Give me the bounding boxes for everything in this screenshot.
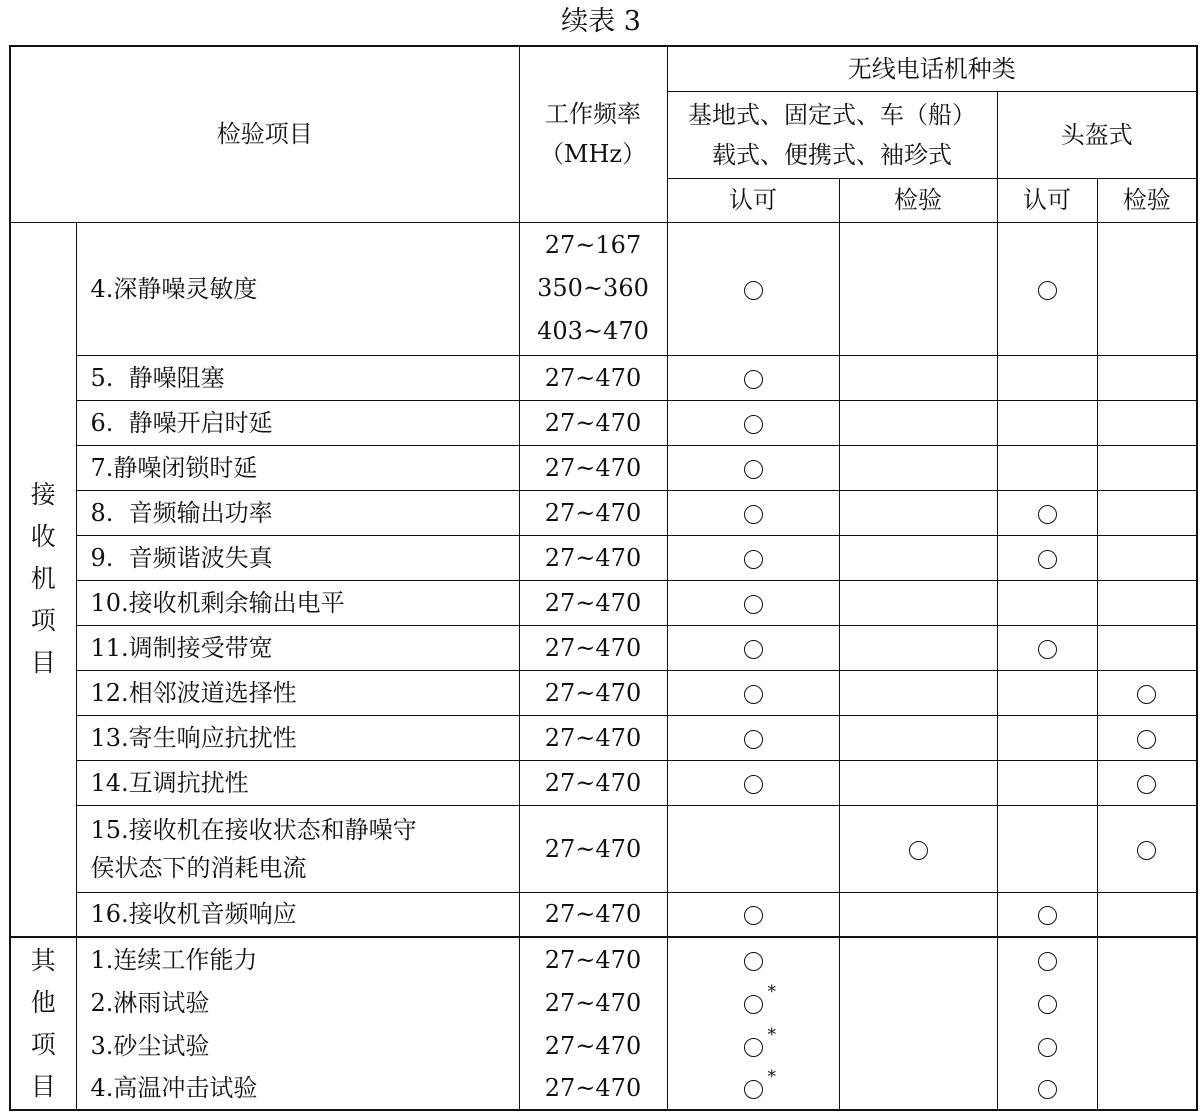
header-approve-b: 认可 <box>997 178 1097 222</box>
frequency-value: 27~470 <box>519 1067 667 1110</box>
item-name <box>76 805 519 892</box>
circle-mark <box>1038 1073 1057 1103</box>
frequency-value: 27~470 <box>544 363 642 392</box>
table-row <box>10 937 1197 981</box>
circle-mark <box>744 1067 776 1103</box>
frequency <box>519 222 667 355</box>
frequency-value: 27~470 <box>519 981 667 1024</box>
circle-icon <box>744 595 763 614</box>
table-row <box>10 400 1197 445</box>
table-row <box>10 1067 1197 1110</box>
circle-mark <box>1038 988 1057 1018</box>
mark-inspect-b <box>1097 445 1197 490</box>
frequency <box>519 760 667 805</box>
circle-icon <box>1137 841 1156 860</box>
mark-approve-b <box>997 580 1097 625</box>
table-row <box>10 625 1197 670</box>
table-caption: 续表 3 <box>561 6 641 37</box>
frequency-value: 27~167 <box>544 231 642 259</box>
frequency-value: 27~470 <box>544 588 642 617</box>
header-phone-types: 无线电话机种类 <box>667 46 1197 91</box>
circle-icon <box>1038 906 1057 925</box>
circle-mark <box>744 899 763 929</box>
frequency <box>519 490 667 535</box>
circle-icon <box>744 1080 763 1099</box>
circle-mark <box>744 768 763 798</box>
circle-mark <box>744 633 763 663</box>
mark-approve-a <box>667 715 839 760</box>
mark-approve-a <box>667 222 839 355</box>
circle-icon <box>1038 281 1057 300</box>
group-label-char: 机 <box>30 564 56 594</box>
mark-approve-b <box>997 1024 1097 1067</box>
mark-inspect-a <box>839 535 997 580</box>
circle-mark <box>1038 899 1057 929</box>
circle-mark <box>744 274 763 304</box>
header-inspect-a: 检验 <box>839 178 997 222</box>
mark-approve-a <box>667 1024 839 1067</box>
circle-mark <box>1137 723 1156 753</box>
group-label-char: 他 <box>30 987 56 1017</box>
circle-icon <box>744 640 763 659</box>
mark-inspect-b <box>1097 222 1197 355</box>
item-name-line: 侯状态下的消耗电流 <box>90 853 307 882</box>
mark-inspect-a <box>839 1024 997 1067</box>
circle-icon <box>744 685 763 704</box>
circle-icon <box>744 505 763 524</box>
mark-approve-b <box>997 805 1097 892</box>
frequency-value: 27~470 <box>544 408 642 437</box>
circle-icon <box>744 370 763 389</box>
mark-approve-a <box>667 981 839 1024</box>
group-label-char: 项 <box>30 606 56 636</box>
asterisk-note: * <box>767 981 776 1002</box>
mark-inspect-b <box>1097 535 1197 580</box>
frequency-value: 27~470 <box>519 937 667 981</box>
item-name: 3.砂尘试验 <box>76 1024 519 1067</box>
frequency-value: 27~470 <box>544 453 642 482</box>
mark-approve-b <box>997 625 1097 670</box>
mark-approve-a <box>667 490 839 535</box>
circle-icon <box>1137 730 1156 749</box>
table-row <box>10 805 1197 892</box>
table-row <box>10 981 1197 1024</box>
circle-mark <box>744 945 763 975</box>
mark-approve-b <box>997 892 1097 937</box>
mark-approve-a <box>667 760 839 805</box>
table-row <box>10 1024 1197 1067</box>
mark-inspect-b <box>1097 981 1197 1024</box>
circle-icon <box>1038 550 1057 569</box>
mark-inspect-a <box>839 222 997 355</box>
group-label-char: 目 <box>30 1071 56 1101</box>
mark-approve-b <box>997 981 1097 1024</box>
mark-inspect-a <box>839 355 997 400</box>
mark-approve-b <box>997 535 1097 580</box>
mark-approve-a <box>667 937 839 981</box>
frequency <box>519 445 667 490</box>
circle-mark <box>744 588 763 618</box>
header-inspect-b: 检验 <box>1097 178 1197 222</box>
table-row <box>10 490 1197 535</box>
mark-approve-a <box>667 670 839 715</box>
table-row <box>10 222 1197 355</box>
mark-inspect-b <box>1097 625 1197 670</box>
item-name: 16.接收机音频响应 <box>76 892 519 937</box>
mark-inspect-b <box>1097 670 1197 715</box>
mark-inspect-a <box>839 670 997 715</box>
header-type-a-line-1: 基地式、固定式、车（船） <box>688 100 976 129</box>
mark-inspect-b <box>1097 1067 1197 1110</box>
mark-inspect-b <box>1097 892 1197 937</box>
circle-icon <box>1137 775 1156 794</box>
mark-inspect-a <box>839 625 997 670</box>
circle-icon <box>744 1038 763 1057</box>
circle-mark <box>1137 768 1156 798</box>
circle-mark <box>744 543 763 573</box>
item-name: 9. 音频谐波失真 <box>76 535 519 580</box>
table-row <box>10 715 1197 760</box>
group-label-char: 接 <box>30 480 56 510</box>
item-name: 13.寄生响应抗扰性 <box>76 715 519 760</box>
mark-approve-a <box>667 1067 839 1110</box>
circle-mark <box>744 408 763 438</box>
circle-mark <box>744 453 763 483</box>
circle-mark <box>744 981 776 1018</box>
group-other <box>10 937 76 1110</box>
circle-icon <box>1038 952 1057 971</box>
circle-icon <box>744 730 763 749</box>
circle-icon <box>744 775 763 794</box>
mark-approve-a <box>667 625 839 670</box>
table-row <box>10 892 1197 937</box>
mark-inspect-a <box>839 1067 997 1110</box>
frequency-value: 27~470 <box>544 768 642 797</box>
mark-approve-b <box>997 937 1097 981</box>
frequency <box>519 355 667 400</box>
group-label-char: 项 <box>30 1029 56 1059</box>
mark-approve-b <box>997 222 1097 355</box>
frequency-value: 27~470 <box>544 678 642 707</box>
mark-inspect-b <box>1097 400 1197 445</box>
circle-icon <box>744 415 763 434</box>
asterisk-note: * <box>767 1067 776 1087</box>
circle-mark <box>1137 678 1156 708</box>
mark-inspect-b <box>1097 937 1197 981</box>
table-row <box>10 355 1197 400</box>
circle-icon <box>744 460 763 479</box>
table-row <box>10 535 1197 580</box>
table-row <box>10 760 1197 805</box>
mark-inspect-a <box>839 490 997 535</box>
item-name: 12.相邻波道选择性 <box>76 670 519 715</box>
table-row <box>10 580 1197 625</box>
table-row <box>10 670 1197 715</box>
circle-icon <box>744 906 763 925</box>
mark-approve-a <box>667 580 839 625</box>
frequency-value: 403~470 <box>537 317 649 345</box>
header-approve-a: 认可 <box>667 178 839 222</box>
group-label-char: 收 <box>30 522 56 552</box>
frequency <box>519 625 667 670</box>
item-name: 1.连续工作能力 <box>76 937 519 981</box>
mark-approve-a <box>667 355 839 400</box>
mark-inspect-b <box>1097 715 1197 760</box>
frequency-value: 27~470 <box>544 900 642 929</box>
mark-approve-a <box>667 535 839 580</box>
frequency <box>519 715 667 760</box>
header-type-a-line-2: 载式、便携式、袖珍式 <box>712 140 952 169</box>
item-name: 4.高温冲击试验 <box>76 1067 519 1110</box>
circle-icon <box>744 281 763 300</box>
circle-mark <box>1038 633 1057 663</box>
frequency <box>519 535 667 580</box>
circle-icon <box>1137 685 1156 704</box>
item-name: 11.调制接受带宽 <box>76 625 519 670</box>
header-frequency <box>519 46 667 222</box>
mark-inspect-a <box>839 715 997 760</box>
frequency <box>519 805 667 892</box>
header-item: 检验项目 <box>10 46 519 222</box>
mark-inspect-a <box>839 892 997 937</box>
mark-inspect-a <box>839 760 997 805</box>
asterisk-note: * <box>767 1024 776 1045</box>
header-frequency-line-2: （MHz） <box>539 140 647 169</box>
mark-inspect-a <box>839 400 997 445</box>
item-name-line: 15.接收机在接收状态和静噪守 <box>90 815 417 844</box>
inspection-table <box>9 45 1198 1111</box>
circle-icon <box>744 952 763 971</box>
circle-mark <box>1038 274 1057 304</box>
mark-inspect-b <box>1097 805 1197 892</box>
circle-icon <box>1038 1080 1057 1099</box>
frequency-value: 27~470 <box>544 633 642 662</box>
circle-mark <box>1038 945 1057 975</box>
circle-mark <box>909 834 928 864</box>
mark-approve-b <box>997 760 1097 805</box>
circle-icon <box>1038 995 1057 1014</box>
mark-approve-b <box>997 445 1097 490</box>
circle-mark <box>1038 543 1057 573</box>
circle-mark <box>744 723 763 753</box>
mark-approve-a <box>667 445 839 490</box>
frequency <box>519 670 667 715</box>
mark-inspect-b <box>1097 490 1197 535</box>
circle-icon <box>1038 640 1057 659</box>
header-type-a <box>667 91 997 178</box>
mark-approve-b <box>997 1067 1097 1110</box>
item-name: 14.互调抗扰性 <box>76 760 519 805</box>
circle-mark <box>1137 834 1156 864</box>
mark-inspect-b <box>1097 355 1197 400</box>
mark-inspect-b <box>1097 1024 1197 1067</box>
item-name: 10.接收机剩余输出电平 <box>76 580 519 625</box>
mark-approve-a <box>667 892 839 937</box>
circle-icon <box>909 841 928 860</box>
frequency <box>519 400 667 445</box>
circle-icon <box>1038 1038 1057 1057</box>
circle-mark <box>744 1024 776 1061</box>
circle-mark <box>744 498 763 528</box>
mark-inspect-a <box>839 580 997 625</box>
group-label-char: 其 <box>30 945 56 975</box>
frequency-value: 350~360 <box>537 274 649 302</box>
frequency <box>519 580 667 625</box>
mark-inspect-a <box>839 805 997 892</box>
mark-approve-b <box>997 355 1097 400</box>
item-name: 5. 静噪阻塞 <box>76 355 519 400</box>
mark-approve-b <box>997 670 1097 715</box>
frequency-value: 27~470 <box>544 834 642 863</box>
mark-inspect-b <box>1097 580 1197 625</box>
circle-mark <box>744 363 763 393</box>
circle-icon <box>1038 505 1057 524</box>
item-name: 6. 静噪开启时延 <box>76 400 519 445</box>
item-name: 7.静噪闭锁时延 <box>76 445 519 490</box>
frequency-value: 27~470 <box>519 1024 667 1067</box>
mark-approve-a <box>667 805 839 892</box>
frequency <box>519 892 667 937</box>
circle-icon <box>744 995 763 1014</box>
mark-inspect-a <box>839 937 997 981</box>
mark-inspect-b <box>1097 760 1197 805</box>
group-label-char: 目 <box>30 648 56 678</box>
item-name: 4.深静噪灵敏度 <box>76 222 519 355</box>
frequency-value: 27~470 <box>544 723 642 752</box>
mark-inspect-a <box>839 981 997 1024</box>
header-frequency-line-1: 工作频率 <box>545 100 641 129</box>
mark-approve-b <box>997 400 1097 445</box>
mark-approve-b <box>997 490 1097 535</box>
circle-icon <box>744 550 763 569</box>
mark-approve-b <box>997 715 1097 760</box>
circle-mark <box>1038 1031 1057 1061</box>
header-type-b: 头盔式 <box>997 91 1197 178</box>
mark-inspect-a <box>839 445 997 490</box>
item-name: 2.淋雨试验 <box>76 981 519 1024</box>
frequency-value: 27~470 <box>544 543 642 572</box>
table-row <box>10 445 1197 490</box>
circle-mark <box>744 678 763 708</box>
circle-mark <box>1038 498 1057 528</box>
item-name: 8. 音频输出功率 <box>76 490 519 535</box>
frequency-value: 27~470 <box>544 498 642 527</box>
group-receiver <box>10 222 76 937</box>
mark-approve-a <box>667 400 839 445</box>
